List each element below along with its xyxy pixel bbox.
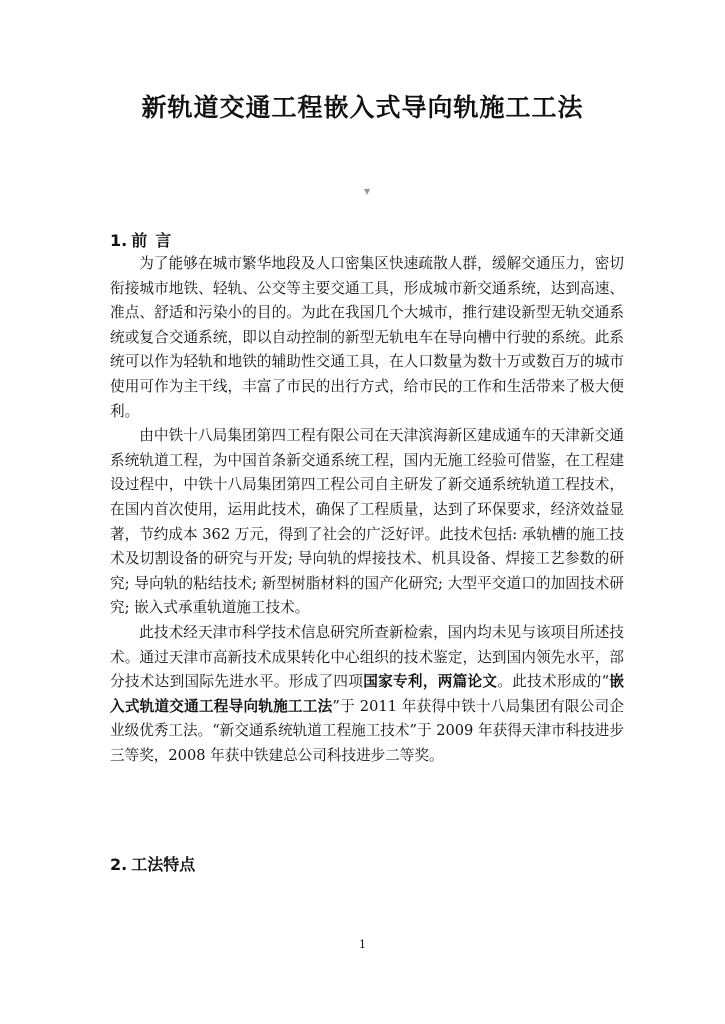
section-number: 2. <box>110 855 128 874</box>
p3-text-a: 此技术经天津市科学技术信息研究所查新检索，国内均未见与该项目所述技术。通过天津市高新技术成果转化中心组织的技术鉴定，达到国内领先水平，部分技术达到国际先进水平。形成了四项 <box>110 623 624 691</box>
p3-text-d: 。此技术形成的“ <box>497 673 610 691</box>
p3-text-e: ”于 2011 年获得中铁十八局集团有限公司企业级优秀工法。“新交通系统轨道工程施工技术”于 2009 年获得天津市科技进步三等奖，2008 年获中铁建总公司科技进步二等奖。 <box>110 697 624 764</box>
section-number: 1. <box>110 231 128 250</box>
section-heading-2 <box>110 852 195 875</box>
page-number: 1 <box>359 938 366 951</box>
section-heading-1 <box>110 228 171 251</box>
p3-bold-patent: 国家专利 <box>363 673 423 691</box>
paragraph-1: 为了能够在城市繁华地段及人口密集区快速疏散人群，缓解交通压力，密切衔接城市地铁、轻轨、公交等主要交通工具，形成城市新交通系统，达到高速、准点、舒适和污染小的目的。为此在我国几个大城市，推行建设新型无轨交通系统或复合交通系统，即以自动控制的新型无轨电车在导向槽中行驶的系统。此系统可以作为轻轨和地铁的辅助性交通工具，在人口数量为数十万或数百万的城市使用可作为主干线，丰富了市民的出行方式，给市民的工作和生活带来了极大便利。 <box>110 255 624 420</box>
small-mark: ▼ <box>364 187 371 196</box>
p3-text-comma: ， <box>422 673 438 691</box>
p3-bold-papers: 两篇论文 <box>437 673 498 691</box>
body-text <box>110 252 624 768</box>
section-title: 工法特点 <box>131 855 196 874</box>
document-title: 新轨道交通工程嵌入式导向轨施工工法 <box>141 93 584 122</box>
paragraph-2: 由中铁十八局集团第四工程有限公司在天津滨海新区建成通车的天津新交通系统轨道工程，为中国首条新交通系统工程，国内无施工经验可借鉴，在工程建设过程中，中铁十八局集团第四工程公司自主研发了新交通系统轨道工程技术，在国内首次使用，运用此技术，确保了工程质量，达到了环保要求，经济效益显著，节约成本 362 万元，得到了社会的广泛好评。此技术包括: 承轨槽的施工技术及切割设备的研究与开发; 导向轨的焊接技术、机具设备、焊接工艺参数的研究; 导向轨的粘结技术; 新型树脂材料的国产化研究; 大型平交道口的加固技术研究; 嵌入式承重轨道施工技术。 <box>110 427 624 617</box>
paragraph-3 <box>110 621 624 769</box>
section-title-a: 前 <box>131 231 148 250</box>
section-title-b: 言 <box>155 231 172 250</box>
p3-bold-method: 嵌入式轨道交通工程导向轨施工工法 <box>110 673 624 715</box>
